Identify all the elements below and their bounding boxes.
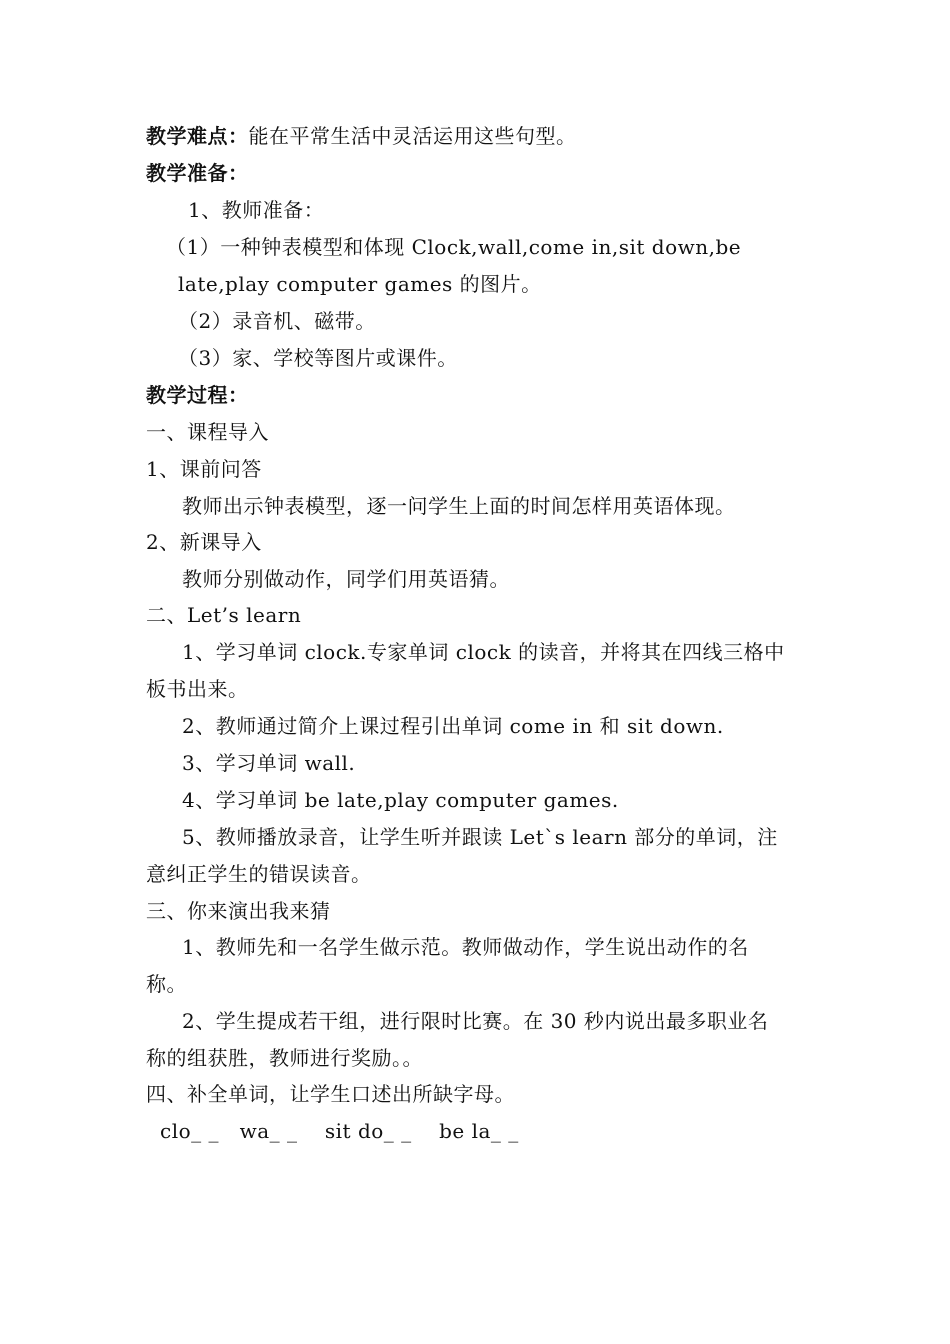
section2-title: 二、Let’s learn — [146, 603, 302, 627]
preparation-teacher: 1、教师准备： — [188, 198, 325, 222]
section1-item2-text: 教师分别做动作，同学们用英语猜。 — [182, 567, 510, 591]
difficulty-line — [146, 122, 577, 150]
section2-item1-b: 板书出来。 — [146, 677, 249, 701]
section2-item1-a: 1、学习单词 clock.专家单词 clock 的读音，并将其在四线三格中 — [182, 640, 785, 664]
section3-item1-b: 称。 — [146, 972, 187, 996]
section2-item5-a: 5、教师播放录音，让学生听并跟读 Let`s learn 部分的单词，注 — [182, 825, 778, 849]
section1-title: 一、课程导入 — [146, 420, 269, 444]
section4-title: 四、补全单词，让学生口述出所缺字母。 — [146, 1082, 515, 1106]
section4-words: clo_ _ wa_ _ sit do_ _ be la_ _ — [160, 1119, 519, 1143]
preparation-label: 教学准备： — [146, 161, 249, 185]
section2-item2: 2、教师通过简介上课过程引出单词 come in 和 sit down. — [182, 714, 724, 738]
section3-title: 三、你来演出我来猜 — [146, 899, 331, 923]
preparation-item1-b: late,play computer games 的图片。 — [178, 272, 542, 296]
section1-item1-text: 教师出示钟表模型，逐一问学生上面的时间怎样用英语体现。 — [182, 494, 736, 518]
section3-item2-a: 2、学生提成若干组，进行限时比赛。在 30 秒内说出最多职业名 — [182, 1009, 769, 1033]
section3-item2-b: 称的组获胜，教师进行奖励。。 — [146, 1046, 423, 1070]
section2-item4: 4、学习单词 be late,play computer games. — [182, 788, 619, 812]
section1-item1: 1、课前问答 — [146, 457, 262, 481]
section2-item5-b: 意纠正学生的错误读音。 — [146, 862, 372, 886]
difficulty-text: 能在平常生活中灵活运用这些句型。 — [248, 124, 577, 148]
section2-item3: 3、学习单词 wall. — [182, 751, 356, 775]
difficulty-label: 教学难点： — [146, 124, 249, 148]
preparation-item3: （3）家、学校等图片或课件。 — [178, 346, 458, 370]
section3-item1-a: 1、教师先和一名学生做示范。教师做动作，学生说出动作的名 — [182, 935, 749, 959]
preparation-item1-a: （1）一种钟表模型和体现 Clock,wall,come in,sit down,be — [166, 235, 742, 259]
preparation-item2: （2）录音机、磁带。 — [178, 309, 376, 333]
section1-item2: 2、新课导入 — [146, 530, 262, 554]
process-label: 教学过程： — [146, 383, 249, 407]
